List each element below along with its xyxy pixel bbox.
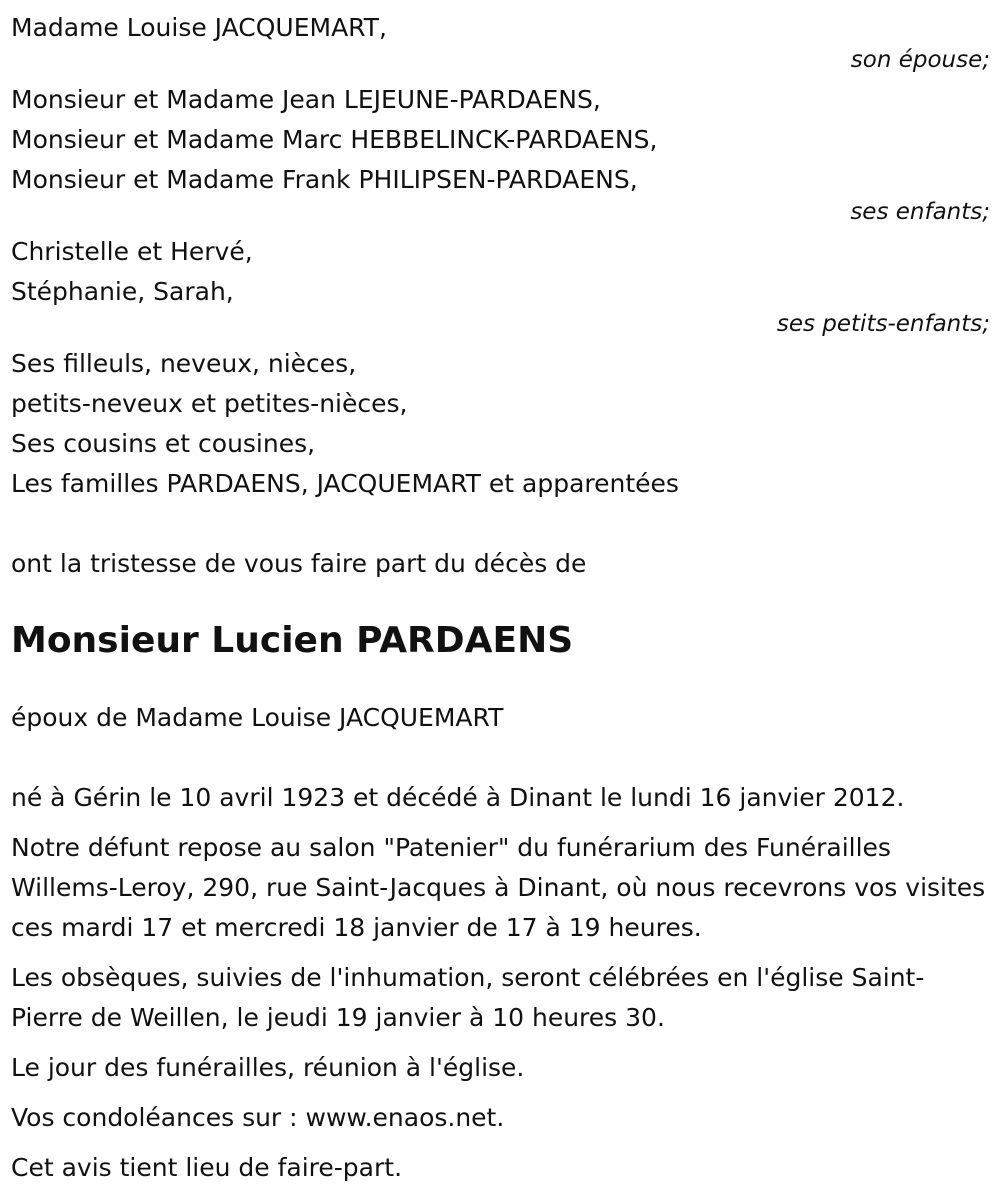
condolences-paragraph: Vos condoléances sur : www.enaos.net. bbox=[11, 1103, 505, 1132]
grandchildren-block bbox=[11, 232, 990, 336]
relatives-line: petits-neveux et petites-nièces, bbox=[11, 389, 408, 418]
meeting-paragraph: Le jour des funérailles, réunion à l'église. bbox=[11, 1053, 525, 1082]
birth-death-paragraph: né à Gérin le 10 avril 1923 et décédé à Dinant le lundi 16 janvier 2012. bbox=[11, 783, 905, 812]
funeral-paragraph: Les obsèques, suivies de l'inhumation, seront célébrées en l'église Saint-Pierre de Weillen, le jeudi 19 janvier à 10 heures 30. bbox=[11, 963, 925, 1032]
spouse-of-text: époux de Madame Louise JACQUEMART bbox=[11, 703, 504, 732]
relatives-line: Les familles PARDAENS, JACQUEMART et apparentées bbox=[11, 469, 679, 498]
relatives-line: Ses cousins et cousines, bbox=[11, 429, 316, 458]
grandchild-line: Christelle et Hervé, bbox=[11, 237, 253, 266]
deceased-name: Monsieur Lucien PARDAENS bbox=[11, 620, 574, 661]
relatives-line: Ses filleuls, neveux, nièces, bbox=[11, 349, 357, 378]
grandchildren-role: ses petits-enfants; bbox=[776, 311, 990, 337]
spouse-role: son épouse; bbox=[850, 47, 990, 73]
child-line: Monsieur et Madame Frank PHILIPSEN-PARDAENS, bbox=[11, 165, 638, 194]
children-role: ses enfants; bbox=[850, 199, 990, 225]
spouse-line: Madame Louise JACQUEMART, bbox=[11, 13, 387, 42]
grandchild-line: Stéphanie, Sarah, bbox=[11, 277, 234, 306]
child-line: Monsieur et Madame Marc HEBBELINCK-PARDAENS, bbox=[11, 125, 658, 154]
spouse-block bbox=[11, 8, 990, 72]
visitation-paragraph: Notre défunt repose au salon "Patenier" du funérarium des Funérailles Willems-Leroy, 290, rue Saint-Jacques à Dinant, où nous recevrons vos visites ces mardi 17 et mercredi 18 janvier de 17 à 19 heures. bbox=[11, 833, 986, 942]
children-block bbox=[11, 80, 990, 224]
notice-paragraph: Cet avis tient lieu de faire-part. bbox=[11, 1153, 403, 1182]
relatives-block bbox=[11, 344, 990, 504]
child-line: Monsieur et Madame Jean LEJEUNE-PARDAENS, bbox=[11, 85, 601, 114]
announcement-text: ont la tristesse de vous faire part du décès de bbox=[11, 549, 587, 578]
